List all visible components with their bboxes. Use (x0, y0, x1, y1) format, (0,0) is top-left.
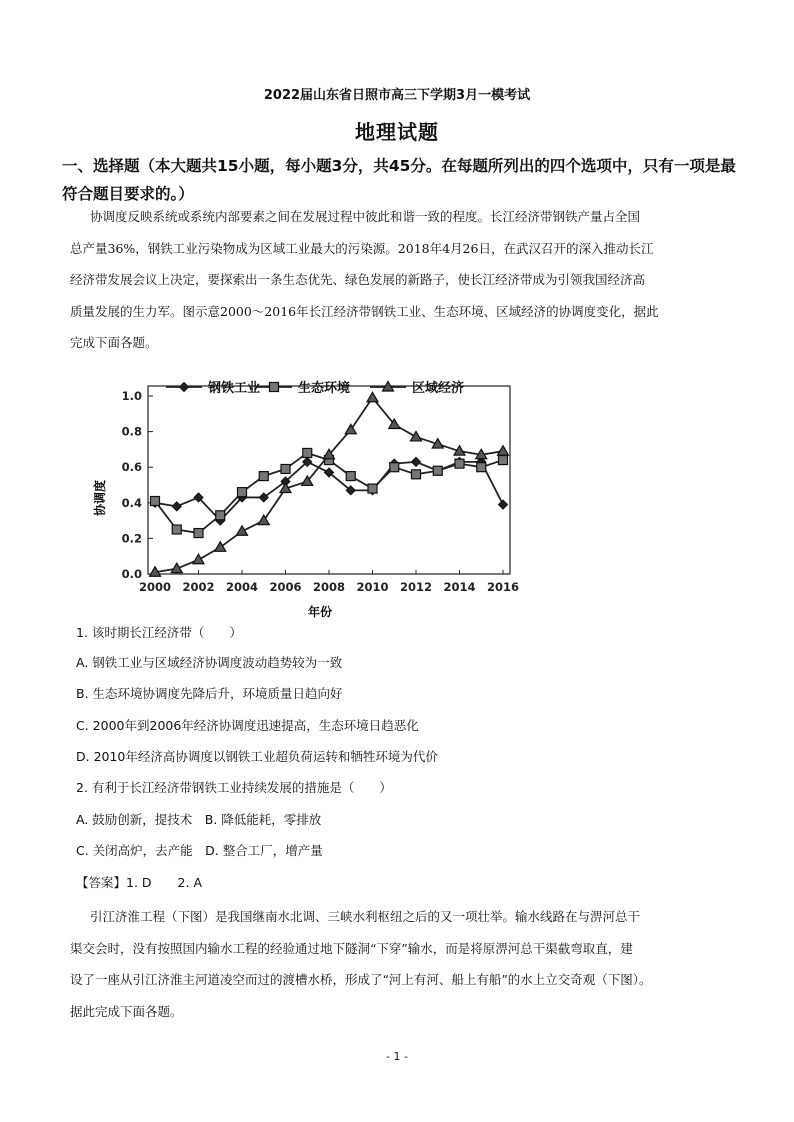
legend-label: 区域经济 (412, 381, 465, 396)
data-point-1 (346, 472, 355, 481)
question-1-option-c: C. 2000年到2006年经济协调度迅速提高，生态环境日趋恶化 (76, 718, 419, 733)
data-point-1 (151, 497, 160, 506)
answer-label: 【答案】 (76, 875, 127, 890)
data-point-1 (433, 466, 442, 475)
y-tick-label: 1.0 (121, 389, 142, 403)
data-point-2 (411, 431, 422, 441)
y-tick-label: 0.8 (121, 424, 142, 439)
data-point-1 (390, 463, 399, 472)
passage-2-line: 据此完成下面各题。 (70, 1003, 183, 1019)
data-point-1 (499, 456, 508, 465)
data-point-2 (193, 554, 204, 564)
x-tick-label: 2008 (312, 580, 346, 594)
chart-ylabel: 协调度 (93, 479, 107, 517)
legend-label: 生态环境 (298, 381, 351, 396)
question-1-stem: 1. 该时期长江经济带（ ） (76, 625, 242, 640)
question-2-options-cd: C. 关闭高炉，去产能 D. 整合工厂，增产量 (76, 843, 323, 858)
passage-1-line: 经济带发展会议上决定，要探索出一条生态优先、绿色发展的新路子，使长江经济带成为引领我国经济高 (70, 272, 646, 287)
question-1-option-a: A. 钢铁工业与区域经济协调度波动趋势较为一致 (76, 655, 343, 670)
passage-2-line: 设了一座从引江济淮主河道凌空而过的渡槽水桥，形成了“河上有河、船上有船”的水上立交奇观（下图）。 (70, 972, 652, 987)
subject-title: 地理试题 (355, 120, 439, 144)
question-1-option-b: B. 生态环境协调度先降后升，环境质量日趋向好 (76, 686, 343, 701)
answer-1: 1. D (126, 875, 152, 890)
data-point-1 (194, 529, 203, 538)
series-line-2 (155, 398, 503, 572)
chart-plot-frame (148, 386, 510, 574)
x-tick-label: 2004 (225, 580, 259, 594)
legend-label: 钢铁工业 (208, 381, 261, 396)
passage-2-line: 引江济淮工程（下图）是我国继南水北调、三峡水利枢纽之后的又一项壮举。输水线路在与淠河总干 (90, 909, 641, 924)
passage-1 (70, 201, 718, 359)
data-point-1 (259, 472, 268, 481)
passage-1-line: 质量发展的生力军。图示意2000～2016年长江经济带钢铁工业、生态环境、区域经济的协调度变化，据此 (70, 303, 659, 319)
passage-1-line: 总产量36%，钢铁工业污染物成为区域工业最大的污染源。2018年4月26日，在武汉召开的深入推动长江 (70, 240, 654, 256)
y-tick-label: 0.0 (121, 567, 142, 581)
y-tick-label: 0.4 (121, 495, 142, 510)
data-point-1 (238, 488, 247, 497)
y-tick-label: 0.6 (121, 460, 142, 475)
data-point-1 (412, 470, 421, 479)
question-2-stem: 2. 有利于长江经济带钢铁工业持续发展的措施是（ ） (76, 780, 392, 795)
data-point-1 (172, 525, 181, 534)
data-point-1 (368, 484, 377, 493)
data-point-2 (237, 526, 248, 536)
data-point-2 (367, 392, 378, 402)
data-point-2 (498, 446, 509, 456)
y-tick-label: 0.2 (121, 531, 142, 546)
section-heading: 一、选择题（本大题共15小题，每小题3分，共45分。在每题所列出的四个选项中，只有一项是最符合题目要求的。） (62, 157, 736, 203)
x-tick-label: 2002 (182, 580, 215, 594)
x-tick-label: 2014 (443, 580, 476, 594)
exam-title: 2022届山东省日照市高三下学期3月一模考试 (263, 88, 531, 103)
data-point-1 (477, 463, 486, 472)
data-point-1 (455, 459, 464, 468)
chart-xlabel: 年份 (307, 605, 333, 619)
data-point-0 (412, 457, 421, 466)
passage-2 (70, 901, 718, 1027)
x-tick-label: 2012 (399, 580, 433, 594)
x-tick-label: 2016 (486, 580, 520, 594)
data-point-1 (281, 464, 290, 473)
question-1-option-d: D. 2010年经济高协调度以钢铁工业超负荷运转和牺牲环境为代价 (76, 749, 438, 764)
passage-2-line: 渠交会时，没有按照国内输水工程的经验通过地下隧洞“下穿”输水，而是将原淠河总干渠截弯取直，建 (70, 940, 633, 956)
legend-marker (180, 383, 189, 392)
passage-1-line: 完成下面各题。 (70, 335, 158, 350)
x-tick-label: 2010 (356, 580, 389, 594)
passage-1-line: 协调度反映系统或系统内部要素之间在发展过程中彼此和谐一致的程度。长江经济带钢铁产量占全国 (90, 209, 641, 224)
data-point-0 (499, 500, 508, 509)
x-tick-label: 2006 (269, 580, 302, 594)
answer-key (76, 873, 202, 891)
x-tick-label: 2000 (138, 580, 172, 594)
data-point-1 (303, 448, 312, 457)
question-2-options-ab: A. 鼓励创新，提技术 B. 降低能耗，零排放 (76, 812, 322, 827)
page-number: - 1 - (386, 1050, 408, 1063)
coordination-chart (88, 370, 528, 620)
data-point-0 (172, 502, 181, 511)
answer-2: 2. A (177, 875, 202, 890)
data-point-2 (215, 542, 226, 552)
data-point-1 (216, 511, 225, 520)
chart-svg (88, 370, 528, 620)
legend-marker (270, 383, 279, 392)
